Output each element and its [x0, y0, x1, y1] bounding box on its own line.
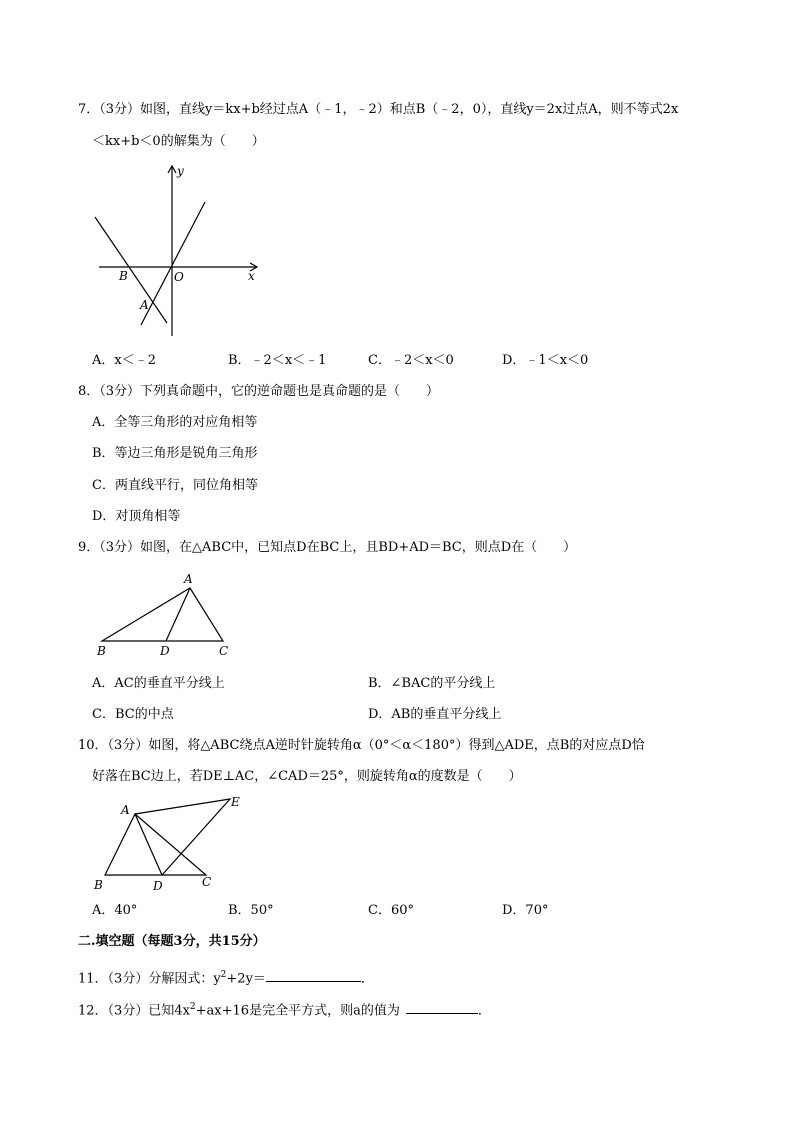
q11-stem — [78, 966, 374, 988]
q11-prefix: 11．（3分）分解因式：y — [78, 971, 221, 987]
label-B: B — [97, 644, 106, 658]
triangle-ade — [135, 799, 230, 875]
q10-option-d[interactable]: D．70° — [502, 903, 549, 918]
q9-stem: 9．（3分）如图，在△ABC中，已知点D在BC上，且BD+AD＝BC，则点D在（ ） — [78, 540, 577, 555]
q12-suffix: +ax+16是完全平方式，则a的值为 — [195, 1003, 400, 1019]
q12-stem — [78, 998, 491, 1020]
label-C: C — [219, 644, 229, 658]
q12-end: ． — [477, 1003, 491, 1019]
q8-stem: 8．（3分）下列真命题中，它的逆命题也是真命题的是（ ） — [78, 384, 440, 399]
q10-stem-line1: 10．（3分）如图，将△ABC绕点A逆时针旋转角α（0°＜α＜180°）得到△ADE，点B的对应点D恰 — [78, 738, 645, 753]
label-y: y — [177, 164, 184, 178]
q10-option-c[interactable]: C．60° — [368, 903, 414, 918]
q10-option-a[interactable]: A．40° — [92, 903, 138, 918]
q7-option-b[interactable]: B．﹣2＜x＜﹣1 — [228, 353, 327, 368]
label-A: A — [121, 803, 130, 817]
q11-end: ． — [360, 971, 374, 987]
q7-option-a[interactable]: A．x＜﹣2 — [92, 353, 156, 368]
q12-sup: 2 — [189, 1002, 196, 1012]
q7-option-d[interactable]: D．﹣1＜x＜0 — [502, 353, 589, 368]
q10-stem-line2: 好落在BC边上，若DE⊥AC，∠CAD＝25°，则旋转角α的度数是（ ） — [92, 769, 522, 784]
label-B: B — [94, 878, 103, 892]
label-E: E — [231, 795, 240, 809]
q10-option-b[interactable]: B．50° — [228, 903, 274, 918]
triangle-abc — [102, 588, 223, 641]
q8-option-c[interactable]: C．两直线平行，同位角相等 — [92, 478, 258, 493]
line-kx-b — [95, 217, 167, 323]
q9-option-d[interactable]: D．AB的垂直平分线上 — [368, 707, 502, 722]
triangle-abc — [105, 814, 206, 875]
q9-option-b[interactable]: B．∠BAC的平分线上 — [368, 676, 496, 691]
q11-sup: 2 — [220, 970, 227, 980]
q7-stem-line2: ＜kx+b＜0的解集为（ ） — [92, 134, 265, 149]
q8-option-b[interactable]: B．等边三角形是锐角三角形 — [92, 446, 258, 461]
label-x: x — [248, 269, 255, 283]
q9-option-c[interactable]: C．BC的中点 — [92, 707, 174, 722]
q9-option-a[interactable]: A．AC的垂直平分线上 — [92, 676, 225, 691]
q8-option-d[interactable]: D．对顶角相等 — [92, 509, 181, 524]
q7-option-c[interactable]: C．﹣2＜x＜0 — [368, 353, 454, 368]
label-A: A — [140, 298, 149, 312]
q9-figure — [90, 568, 240, 660]
q10-figure — [88, 792, 253, 897]
q12-answer-blank[interactable] — [406, 1000, 478, 1014]
q7-figure — [85, 160, 265, 345]
label-D: D — [160, 644, 170, 658]
q8-option-a[interactable]: A．全等三角形的对应角相等 — [92, 415, 258, 430]
line-2x — [141, 202, 205, 325]
q11-suffix: +2y＝ — [226, 971, 266, 987]
q11-answer-blank[interactable] — [266, 968, 361, 982]
label-O: O — [174, 270, 184, 284]
label-C: C — [202, 875, 212, 889]
segment-ad — [166, 588, 190, 641]
q7-stem-line1: 7．（3分）如图，直线y＝kx+b经过点A（﹣1，﹣2）和点B（﹣2，0），直线y＝2x过点A，则不等式2x — [78, 102, 679, 117]
label-D: D — [153, 879, 163, 893]
q12-prefix: 12．（3分）已知4x — [78, 1003, 190, 1019]
section-heading: 二.填空题（每题3分，共15分） — [78, 934, 266, 949]
label-B: B — [119, 269, 128, 283]
label-A: A — [184, 572, 193, 586]
